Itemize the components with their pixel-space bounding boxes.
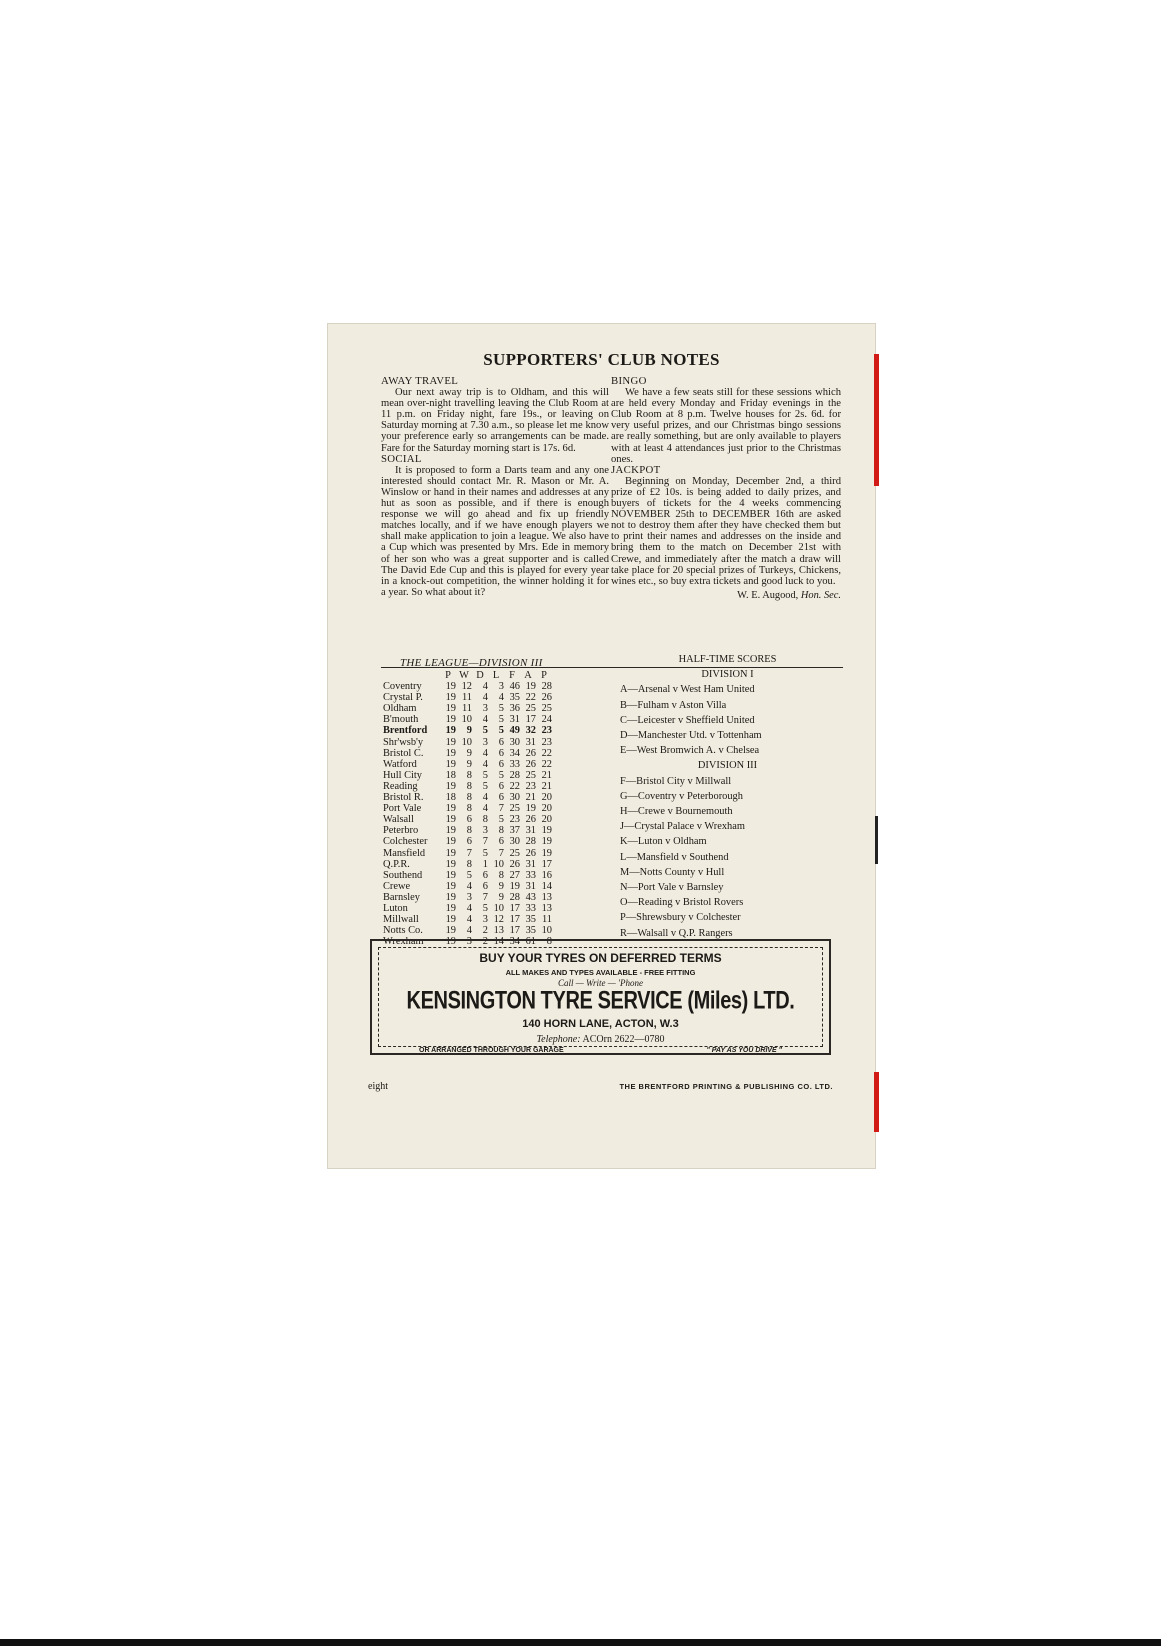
section-text: Beginning on Monday, December 2nd, a third prize of £2 10s. is being added to daily prizes, and buyers of tickets for the 4 weeks commencing NOVEMBER 25th to DECEMBER 16th are asked not to destroy them after they have checked them but to print their names and addresses on the inside and bring them to the match on December 21st with Crewe, and immediately after the match a draw will take place for 20 special prizes of Turkeys, Chickens, wines etc., so buy extra tickets and good luck to you. bbox=[611, 475, 841, 587]
halftime-scores bbox=[620, 652, 835, 941]
league-stat: 34 bbox=[509, 936, 520, 948]
league-stat: 5 bbox=[482, 769, 488, 781]
telephone-number: ACOrn 2622—0780 bbox=[582, 1034, 665, 1045]
league-stat: 19 bbox=[445, 914, 456, 926]
league-stat: 20 bbox=[541, 792, 552, 804]
team-name: Barnsley bbox=[383, 891, 420, 903]
league-column-header: P bbox=[445, 670, 451, 681]
league-stat: 27 bbox=[509, 869, 520, 881]
league-stat: 18 bbox=[445, 769, 456, 781]
league-stat: 23 bbox=[541, 736, 552, 748]
fixture-item: B—Fulham v Aston Villa bbox=[620, 699, 727, 711]
league-stat: 11 bbox=[461, 703, 472, 715]
league-title: THE LEAGUE—DIVISION III bbox=[400, 657, 543, 669]
page-number: eight bbox=[368, 1081, 388, 1092]
league-row bbox=[383, 814, 552, 825]
team-name: Hull City bbox=[383, 769, 422, 781]
league-stat: 3 bbox=[482, 825, 488, 837]
advert-headline: BUY YOUR TYRES ON DEFERRED TERMS bbox=[479, 951, 722, 965]
league-stat: 22 bbox=[541, 758, 552, 770]
league-stat: 10 bbox=[493, 902, 504, 914]
league-stat: 49 bbox=[509, 725, 520, 737]
league-stat: 26 bbox=[509, 858, 520, 870]
league-stat: 7 bbox=[498, 847, 504, 859]
league-row bbox=[383, 925, 552, 936]
advert-subline: ALL MAKES AND TYPES AVAILABLE - FREE FITTING bbox=[505, 968, 696, 977]
fixture-item: J—Crystal Palace v Wrexham bbox=[620, 821, 745, 833]
league-stat: 22 bbox=[509, 780, 520, 792]
league-stat: 2 bbox=[482, 936, 488, 948]
league-stat: 3 bbox=[466, 891, 472, 903]
league-stat: 25 bbox=[525, 769, 536, 781]
league-stat: 21 bbox=[541, 769, 552, 781]
league-stat: 4 bbox=[482, 692, 488, 704]
fixture-item: H—Crewe v Bournemouth bbox=[620, 806, 733, 818]
league-stat: 4 bbox=[482, 714, 488, 726]
league-stat: 8 bbox=[546, 936, 552, 948]
league-stat: 3 bbox=[498, 681, 504, 693]
staple-binding bbox=[875, 816, 878, 864]
league-stat: 13 bbox=[541, 891, 552, 903]
league-stat: 8 bbox=[466, 858, 472, 870]
red-page-edge bbox=[874, 354, 879, 486]
league-row bbox=[383, 903, 552, 914]
league-stat: 10 bbox=[461, 714, 472, 726]
league-stat: 4 bbox=[498, 692, 504, 704]
league-row bbox=[383, 859, 552, 870]
league-stat: 26 bbox=[525, 814, 536, 826]
league-stat: 8 bbox=[482, 814, 488, 826]
team-name: Oldham bbox=[383, 703, 417, 715]
section-text: It is proposed to form a Darts team and any one interested should contact Mr. R. Mason or Mr. A. Winslow or hand in their names and addresses at any hut as soon as possible, and if there is enough response we will go ahead and fix up friendly matches locally, and if we have enough players we shall make application to join a league. We also have a Cup which was presented by Mrs. Ede in memory of her son who was a great supporter and is called The David Ede Cup and this is played for every year in a knock-out competition, the winner holding it for a year. So what about it? bbox=[381, 464, 609, 598]
league-stat: 26 bbox=[525, 847, 536, 859]
league-stat: 17 bbox=[509, 902, 520, 914]
league-stat: 21 bbox=[541, 780, 552, 792]
league-row bbox=[383, 914, 552, 925]
league-stat: 8 bbox=[466, 792, 472, 804]
league-stat: 31 bbox=[525, 880, 536, 892]
league-stat: 28 bbox=[541, 681, 552, 693]
red-page-edge-lower bbox=[874, 1072, 879, 1132]
league-stat: 19 bbox=[445, 847, 456, 859]
league-stat: 19 bbox=[445, 880, 456, 892]
league-stat: 20 bbox=[541, 814, 552, 826]
section-heading: JACKPOT bbox=[611, 463, 661, 476]
league-stat: 31 bbox=[525, 736, 536, 748]
league-stat: 4 bbox=[466, 925, 472, 937]
team-name: Walsall bbox=[383, 814, 414, 826]
league-stat: 19 bbox=[445, 714, 456, 726]
league-stat: 28 bbox=[525, 836, 536, 848]
league-stat: 34 bbox=[509, 747, 520, 759]
league-row bbox=[383, 870, 552, 881]
league-stat: 6 bbox=[498, 836, 504, 848]
league-stat: 19 bbox=[445, 891, 456, 903]
league-stat: 14 bbox=[541, 880, 552, 892]
fixture-item: R—Walsall v Q.P. Rangers bbox=[620, 927, 733, 939]
league-stat: 30 bbox=[509, 836, 520, 848]
league-stat: 33 bbox=[525, 869, 536, 881]
league-stat: 10 bbox=[461, 736, 472, 748]
fixture-item: O—Reading v Bristol Rovers bbox=[620, 897, 744, 909]
league-stat: 26 bbox=[525, 758, 536, 770]
league-stat: 30 bbox=[509, 792, 520, 804]
league-column-header: F bbox=[509, 670, 515, 681]
league-stat: 19 bbox=[445, 736, 456, 748]
league-row bbox=[383, 836, 552, 847]
fixture-item: E—West Bromwich A. v Chelsea bbox=[620, 745, 760, 757]
team-name: Southend bbox=[383, 869, 423, 881]
league-stat: 19 bbox=[445, 681, 456, 693]
league-stat: 19 bbox=[445, 814, 456, 826]
division-three-title: DIVISION III bbox=[697, 760, 758, 772]
halftime-title: HALF-TIME SCORES bbox=[678, 654, 777, 665]
league-stat: 31 bbox=[525, 858, 536, 870]
league-stat: 4 bbox=[482, 758, 488, 770]
league-stat: 3 bbox=[466, 936, 472, 948]
team-name: Brentford bbox=[383, 725, 428, 737]
league-column-header: A bbox=[524, 670, 532, 681]
league-stat: 6 bbox=[498, 736, 504, 748]
team-name: Port Vale bbox=[383, 803, 422, 815]
league-row bbox=[383, 825, 552, 836]
league-stat: 6 bbox=[498, 758, 504, 770]
league-stat: 20 bbox=[541, 803, 552, 815]
league-stat: 19 bbox=[445, 902, 456, 914]
league-stat: 17 bbox=[525, 714, 536, 726]
league-stat: 11 bbox=[461, 692, 472, 704]
fixture-item: K—Luton v Oldham bbox=[620, 836, 707, 848]
league-row bbox=[383, 725, 552, 736]
league-stat: 12 bbox=[493, 914, 504, 926]
fixture-item: G—Coventry v Peterborough bbox=[620, 790, 743, 802]
league-stat: 5 bbox=[482, 847, 488, 859]
team-name: Bristol C. bbox=[383, 747, 424, 759]
division-three-list bbox=[620, 774, 835, 941]
fixture-item: L—Mansfield v Southend bbox=[620, 851, 729, 863]
team-name: Shr'wsb'y bbox=[383, 736, 424, 748]
team-name: B'mouth bbox=[383, 714, 419, 726]
advert-address: 140 HORN LANE, ACTON, W.3 bbox=[522, 1018, 679, 1030]
fixture-item: M—Notts County v Hull bbox=[620, 866, 725, 878]
league-stat: 22 bbox=[525, 692, 536, 704]
league-stat: 19 bbox=[525, 681, 536, 693]
league-stat: 19 bbox=[541, 825, 552, 837]
signoff bbox=[611, 590, 841, 601]
advert-right-note: " PAY AS YOU DRIVE " bbox=[706, 1047, 782, 1054]
league-column-header: L bbox=[492, 670, 500, 681]
league-stat: 6 bbox=[466, 814, 472, 826]
league-stat: 6 bbox=[482, 869, 488, 881]
league-stat: 19 bbox=[445, 692, 456, 704]
league-row bbox=[383, 737, 552, 748]
league-stat: 19 bbox=[525, 803, 536, 815]
league-stat: 5 bbox=[498, 769, 504, 781]
team-name: Crystal P. bbox=[383, 692, 423, 704]
page-title: SUPPORTERS' CLUB NOTES bbox=[483, 350, 720, 369]
league-column-header: D bbox=[476, 670, 484, 681]
league-stat: 23 bbox=[541, 725, 552, 737]
league-stat: 19 bbox=[445, 936, 456, 948]
league-stat: 19 bbox=[445, 925, 456, 937]
league-row bbox=[383, 681, 552, 692]
league-stat: 6 bbox=[466, 836, 472, 848]
league-stat: 19 bbox=[509, 880, 520, 892]
league-stat: 22 bbox=[541, 747, 552, 759]
league-stat: 2 bbox=[482, 925, 488, 937]
team-name: Bristol R. bbox=[383, 792, 424, 804]
league-stat: 13 bbox=[493, 925, 504, 937]
league-stat: 12 bbox=[461, 681, 472, 693]
league-stat: 7 bbox=[482, 836, 488, 848]
team-name: Reading bbox=[383, 780, 418, 792]
team-name: Q.P.R. bbox=[383, 858, 410, 870]
printer-credit: THE BRENTFORD PRINTING & PUBLISHING CO. LTD. bbox=[619, 1082, 833, 1091]
league-stat: 9 bbox=[498, 891, 504, 903]
team-name: Wrexham bbox=[383, 936, 424, 948]
league-stat: 33 bbox=[525, 902, 536, 914]
league-stat: 4 bbox=[482, 803, 488, 815]
league-stat: 18 bbox=[445, 792, 456, 804]
league-stat: 46 bbox=[509, 681, 520, 693]
league-stat: 13 bbox=[541, 902, 552, 914]
league-row bbox=[383, 748, 552, 759]
division-one-title: DIVISION I bbox=[701, 669, 754, 681]
league-row bbox=[383, 892, 552, 903]
league-stat: 5 bbox=[482, 902, 488, 914]
fixture-item: A—Arsenal v West Ham United bbox=[620, 684, 755, 696]
league-row bbox=[383, 770, 552, 781]
league-stat: 19 bbox=[445, 825, 456, 837]
league-stat: 23 bbox=[525, 780, 536, 792]
league-stat: 7 bbox=[482, 891, 488, 903]
fixture-item: C—Leicester v Sheffield United bbox=[620, 714, 755, 726]
league-stat: 37 bbox=[509, 825, 520, 837]
league-row bbox=[383, 759, 552, 770]
league-stat: 19 bbox=[445, 858, 456, 870]
team-name: Colchester bbox=[383, 836, 428, 848]
league-stat: 19 bbox=[541, 836, 552, 848]
league-stat: 5 bbox=[482, 725, 488, 737]
league-stat: 19 bbox=[445, 780, 456, 792]
league-stat: 8 bbox=[466, 803, 472, 815]
league-stat: 5 bbox=[498, 814, 504, 826]
league-stat: 9 bbox=[466, 725, 472, 737]
league-stat: 8 bbox=[498, 825, 504, 837]
advert-border bbox=[378, 947, 823, 1054]
advert-left-note: OR ARRANGED THROUGH YOUR GARAGE bbox=[419, 1047, 564, 1054]
league-stat: 61 bbox=[525, 936, 536, 948]
league-stat: 7 bbox=[498, 803, 504, 815]
team-name: Notts Co. bbox=[383, 925, 423, 937]
division-one-list bbox=[620, 682, 835, 758]
team-name: Luton bbox=[383, 902, 408, 914]
section-heading: AWAY TRAVEL bbox=[381, 375, 459, 387]
league-stat: 19 bbox=[445, 836, 456, 848]
league-stat: 8 bbox=[466, 825, 472, 837]
league-stat: 11 bbox=[541, 914, 552, 926]
league-stat: 5 bbox=[498, 703, 504, 715]
league-row bbox=[383, 781, 552, 792]
league-stat: 28 bbox=[509, 769, 520, 781]
league-stat: 6 bbox=[498, 780, 504, 792]
league-stat: 26 bbox=[541, 692, 552, 704]
league-stat: 35 bbox=[525, 925, 536, 937]
telephone-label: Telephone: bbox=[536, 1034, 581, 1045]
league-stat: 43 bbox=[525, 891, 536, 903]
league-stat: 9 bbox=[498, 880, 504, 892]
league-stat: 5 bbox=[498, 714, 504, 726]
league-stat: 24 bbox=[541, 714, 552, 726]
league-stat: 35 bbox=[509, 692, 520, 704]
league-column-header: P bbox=[541, 670, 547, 681]
league-stat: 10 bbox=[541, 925, 552, 937]
league-stat: 14 bbox=[493, 936, 504, 948]
team-name: Watford bbox=[383, 758, 417, 770]
league-stat: 3 bbox=[482, 914, 488, 926]
league-stat: 4 bbox=[466, 914, 472, 926]
league-stat: 6 bbox=[498, 747, 504, 759]
league-stat: 9 bbox=[466, 758, 472, 770]
league-stat: 10 bbox=[493, 858, 504, 870]
league-stat: 19 bbox=[541, 847, 552, 859]
league-stat: 4 bbox=[482, 747, 488, 759]
league-row bbox=[383, 692, 552, 703]
league-row bbox=[383, 792, 552, 803]
league-stat: 3 bbox=[482, 736, 488, 748]
league-row bbox=[383, 881, 552, 892]
league-stat: 4 bbox=[482, 681, 488, 693]
league-stat: 35 bbox=[525, 914, 536, 926]
league-stat: 17 bbox=[509, 925, 520, 937]
scan-edge bbox=[0, 1639, 1161, 1646]
signoff-name: W. E. Augood, bbox=[737, 589, 799, 601]
league-stat: 5 bbox=[498, 725, 504, 737]
section-heading: SOCIAL bbox=[381, 452, 422, 465]
league-stat: 4 bbox=[466, 880, 472, 892]
league-row bbox=[383, 848, 552, 859]
league-stat: 16 bbox=[541, 869, 552, 881]
fixture-item: P—Shrewsbury v Colchester bbox=[620, 912, 741, 924]
team-name: Peterbro bbox=[383, 825, 419, 837]
league-stat: 4 bbox=[482, 792, 488, 804]
league-stat: 6 bbox=[482, 880, 488, 892]
league-stat: 19 bbox=[445, 869, 456, 881]
league-stat: 6 bbox=[498, 792, 504, 804]
league-stat: 4 bbox=[466, 902, 472, 914]
league-stat: 19 bbox=[445, 725, 456, 737]
league-stat: 7 bbox=[466, 847, 472, 859]
league-stat: 1 bbox=[482, 858, 488, 870]
league-stat: 19 bbox=[445, 703, 456, 715]
advert-contact-line: Call — Write — 'Phone bbox=[558, 978, 643, 988]
league-stat: 8 bbox=[498, 869, 504, 881]
league-column-header: W bbox=[459, 670, 469, 681]
team-name: Coventry bbox=[383, 681, 422, 693]
league-stat: 19 bbox=[445, 747, 456, 759]
league-table bbox=[383, 670, 552, 947]
league-stat: 32 bbox=[525, 725, 536, 737]
league-stat: 8 bbox=[466, 780, 472, 792]
league-row bbox=[383, 703, 552, 714]
league-stat: 8 bbox=[466, 769, 472, 781]
league-stat: 9 bbox=[466, 747, 472, 759]
league-stat: 23 bbox=[509, 814, 520, 826]
league-stat: 17 bbox=[541, 858, 552, 870]
fixture-item: D—Manchester Utd. v Tottenham bbox=[620, 730, 762, 742]
team-name: Millwall bbox=[383, 914, 419, 926]
section-text: We have a few seats still for these sessions which are held every Monday and Friday evenings in the Club Room at 8 p.m. Twelve houses for 2s. 6d. for very useful prizes, and our Christmas bingo sessions are really something, but are only available to players with at least 4 attendances just prior to the Christmas ones. bbox=[611, 387, 841, 465]
league-stat: 19 bbox=[445, 758, 456, 770]
team-name: Crewe bbox=[383, 880, 411, 892]
league-stat: 36 bbox=[509, 703, 520, 715]
league-stat: 5 bbox=[482, 780, 488, 792]
team-name: Mansfield bbox=[383, 847, 426, 859]
league-stat: 25 bbox=[509, 803, 520, 815]
league-stat: 19 bbox=[445, 803, 456, 815]
league-stat: 26 bbox=[525, 747, 536, 759]
programme-page bbox=[327, 323, 876, 1169]
fixture-item: N—Port Vale v Barnsley bbox=[620, 882, 724, 894]
league-row bbox=[383, 714, 552, 725]
signoff-role: Hon. Sec. bbox=[800, 589, 841, 601]
league-stat: 30 bbox=[509, 736, 520, 748]
league-stat: 25 bbox=[525, 703, 536, 715]
left-notes-column bbox=[381, 376, 609, 598]
league-header-row bbox=[383, 670, 552, 681]
league-stat: 31 bbox=[525, 825, 536, 837]
advert-telephone bbox=[379, 1034, 822, 1045]
fixture-item: F—Bristol City v Millwall bbox=[620, 775, 732, 787]
league-stat: 5 bbox=[466, 869, 472, 881]
league-stat: 25 bbox=[541, 703, 552, 715]
league-stat: 25 bbox=[509, 847, 520, 859]
advert-company: KENSINGTON TYRE SERVICE (Miles) LTD. bbox=[406, 987, 795, 1015]
league-row bbox=[383, 803, 552, 814]
league-stat: 31 bbox=[509, 714, 520, 726]
league-stat: 21 bbox=[525, 792, 536, 804]
league-stat: 3 bbox=[482, 703, 488, 715]
section-heading: BINGO bbox=[611, 375, 647, 387]
league-stat: 17 bbox=[509, 914, 520, 926]
right-notes-column bbox=[611, 376, 841, 601]
league-stat: 33 bbox=[509, 758, 520, 770]
section-text: Our next away trip is to Oldham, and this will mean over-night travelling leaving the Club Room at 11 p.m. on Friday night, fare 19s., or leaving on Saturday morning at 7.30 a.m., so please let me know your preference early so arrangements can be made. Fare for the Saturday morning start is 17s. 6d. bbox=[381, 387, 609, 454]
league-stat: 28 bbox=[509, 891, 520, 903]
tyre-advert bbox=[370, 939, 831, 1055]
